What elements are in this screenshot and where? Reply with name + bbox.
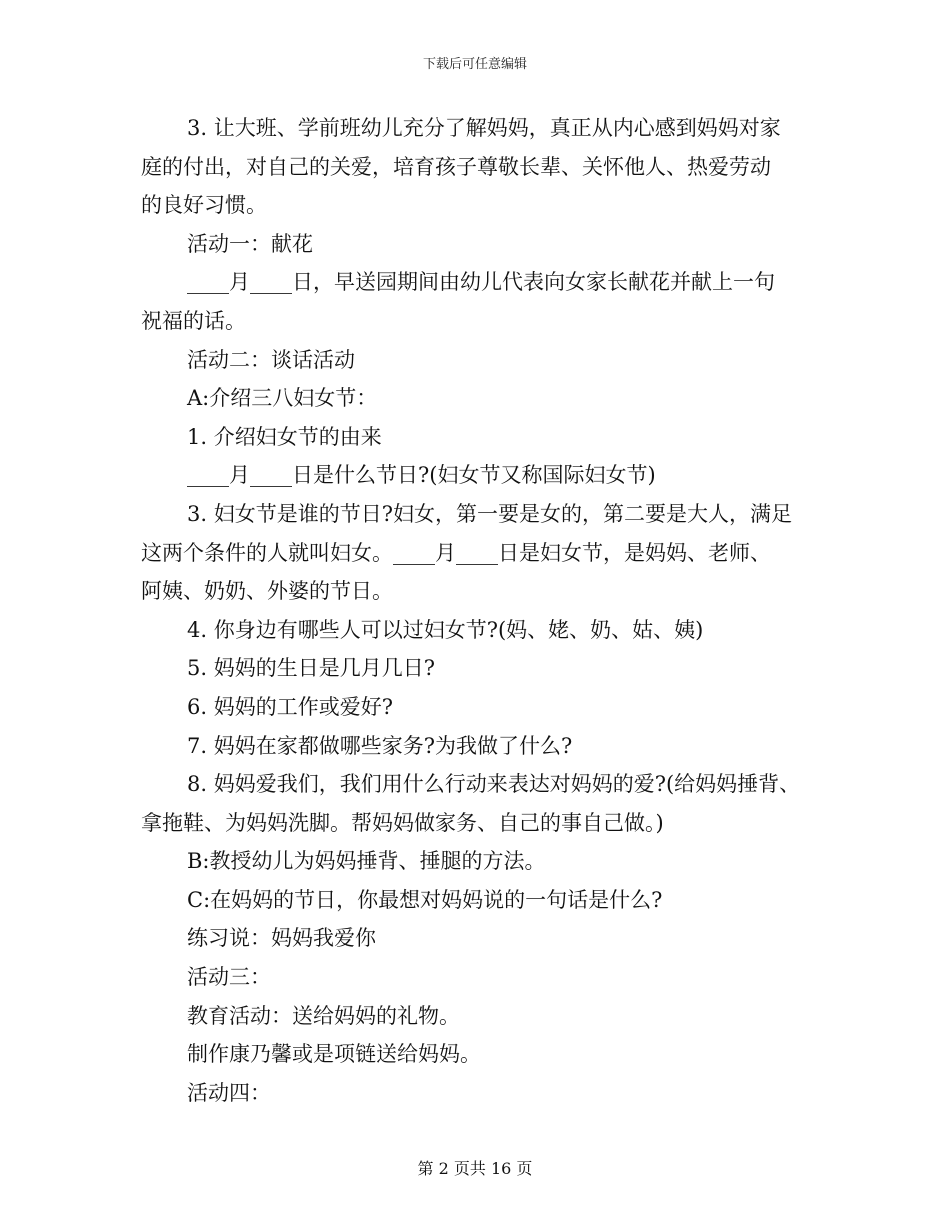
paragraph-line: B:教授幼儿为妈妈捶背、捶腿的方法。 (187, 849, 546, 874)
paragraph-line: 8. 妈妈爱我们，我们用什么行动来表达对妈妈的爱?(给妈妈捶背、 (187, 772, 801, 797)
paragraph-line: 活动三： (187, 965, 271, 990)
paragraph-line: 活动四： (187, 1080, 271, 1105)
paragraph-line: ____月____日是什么节日?(妇女节又称国际妇女节) (187, 463, 656, 488)
paragraph-line: 拿拖鞋、为妈妈洗脚。帮妈妈做家务、自己的事自己做。) (141, 810, 664, 835)
page-header: 下载后可任意编辑 (422, 57, 527, 72)
paragraph-line: 的良好习惯。 (141, 193, 267, 218)
document-body (141, 109, 821, 1112)
paragraph-line: 3. 让大班、学前班幼儿充分了解妈妈，真正从内心感到妈妈对家 (187, 116, 781, 140)
paragraph-line: 5. 妈妈的生日是几月几日? (187, 656, 435, 681)
paragraph-line: 制作康乃馨或是项链送给妈妈。 (187, 1042, 481, 1067)
paragraph-line: 祝福的话。 (141, 308, 246, 333)
paragraph-line: 7. 妈妈在家都做哪些家务?为我做了什么? (187, 733, 573, 758)
paragraph-line: 3. 妇女节是谁的节日?妇女，第一要是女的，第二要是大人，满足 (187, 501, 792, 526)
paragraph-line: ____月____日，早送园期间由幼儿代表向女家长献花并献上一句 (187, 270, 775, 295)
paragraph-line: C:在妈妈的节日，你最想对妈妈说的一句话是什么? (187, 887, 663, 912)
paragraph-line: 1. 介绍妇女节的由来 (187, 424, 382, 449)
paragraph-line: A:介绍三八妇女节： (187, 386, 378, 411)
page-number-footer: 第 2 页共 16 页 (417, 1159, 533, 1178)
paragraph-line: 活动一：献花 (187, 231, 313, 256)
paragraph-line: 阿姨、奶奶、外婆的节日。 (141, 579, 393, 604)
paragraph-line: 4. 你身边有哪些人可以过妇女节?(妈、姥、奶、姑、姨) (187, 617, 704, 642)
paragraph-line: 6. 妈妈的工作或爱好? (187, 694, 393, 719)
paragraph-line: 教育活动：送给妈妈的礼物。 (187, 1003, 460, 1028)
paragraph-line: 练习说：妈妈我爱你 (187, 926, 376, 951)
paragraph-line: 活动二：谈话活动 (187, 347, 355, 372)
paragraph-line: 这两个条件的人就叫妇女。____月____日是妇女节，是妈妈、老师、 (141, 540, 771, 565)
paragraph-line: 庭的付出，对自己的关爱，培育孩子尊敬长辈、关怀他人、热爱劳动 (141, 154, 771, 179)
